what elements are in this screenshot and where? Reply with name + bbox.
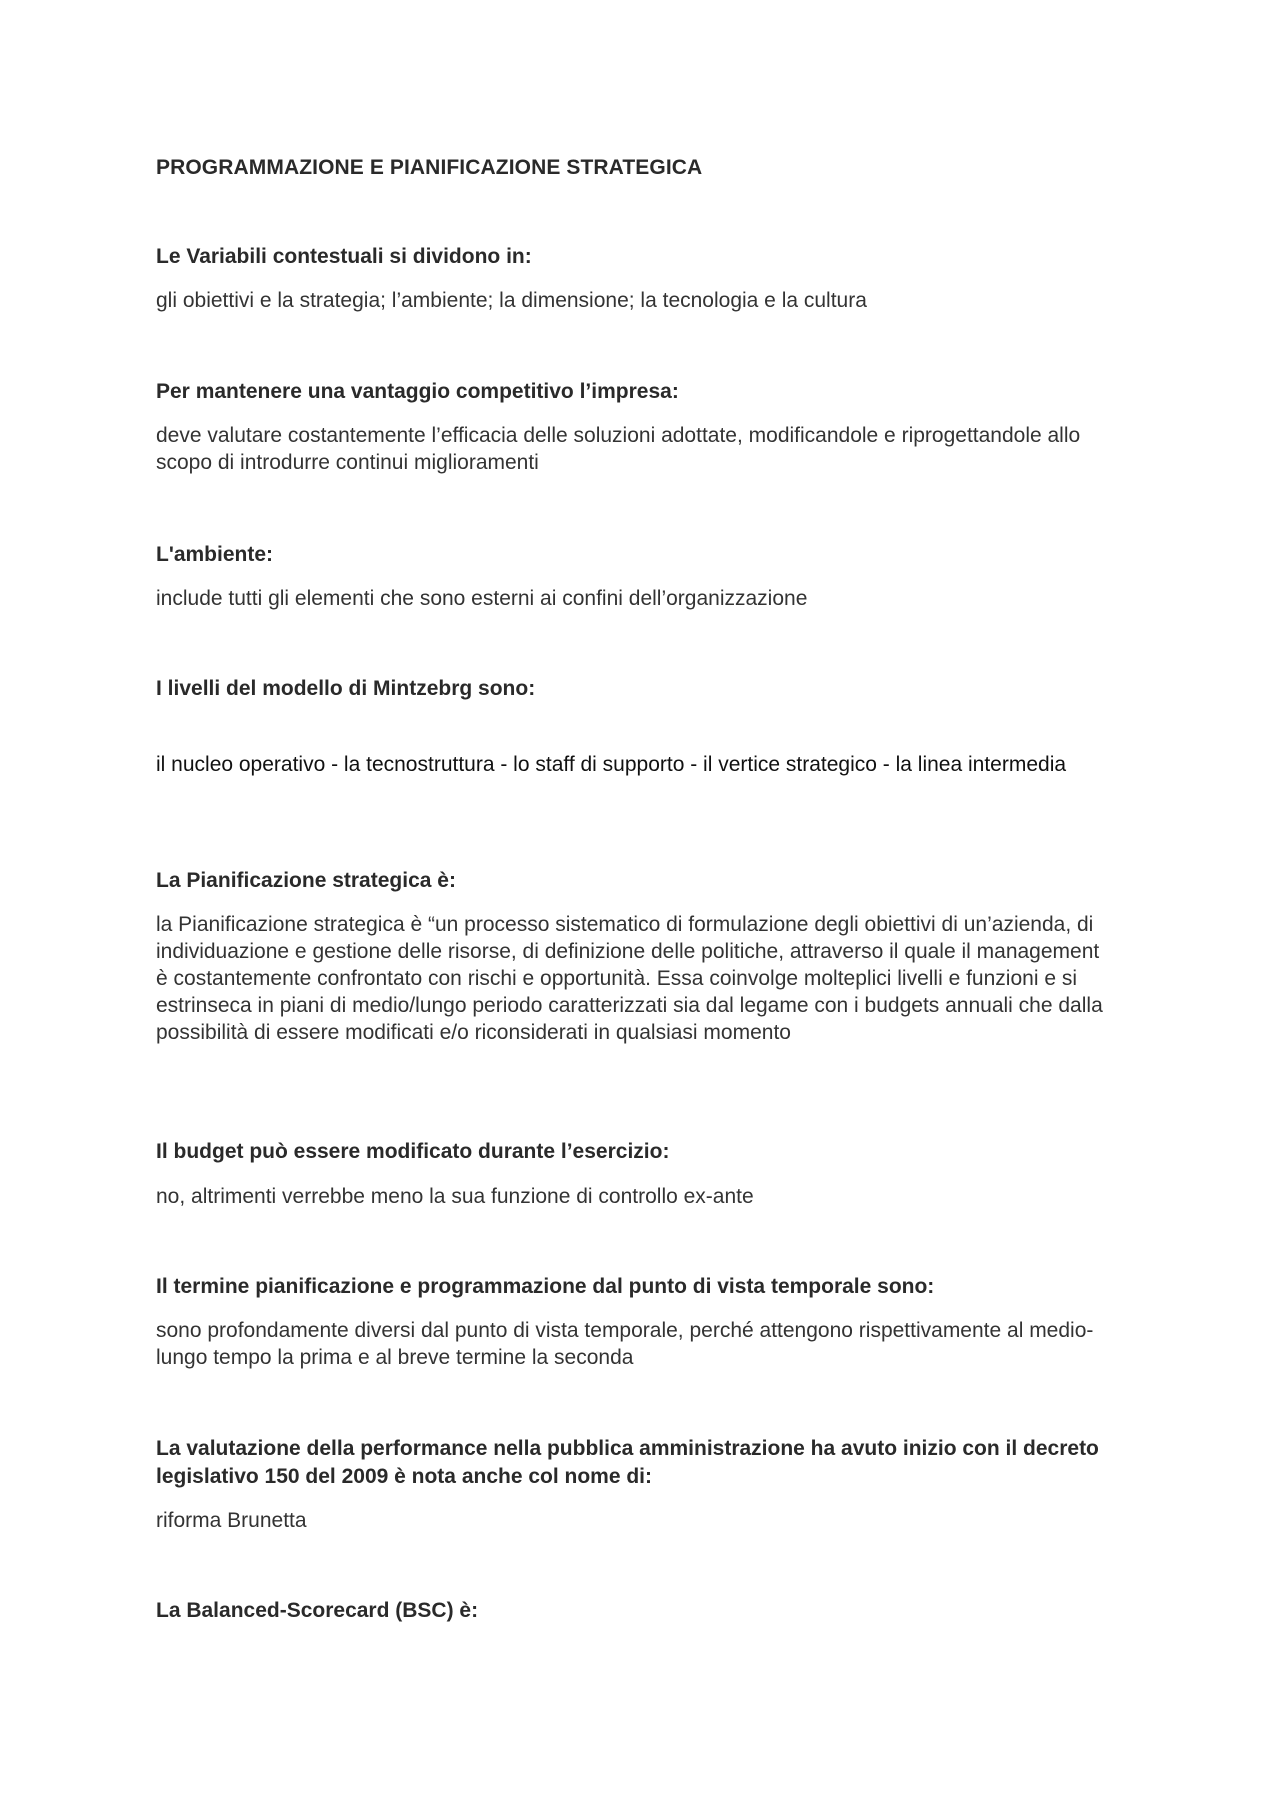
question-budget: Il budget può essere modificato durante l’esercizio: [156,1140,670,1163]
question-vantaggio: Per mantenere una vantaggio competitivo l’impresa: [156,380,679,403]
question-pianificazione: La Pianificazione strategica è: [156,869,456,892]
answer-pianificazione: la Pianificazione strategica è “un processo sistematico di formulazione degli obiettivi di un’azienda, di individuazione e gestione delle risorse, di definizione delle politiche, attraverso il quale il management è costantemente confrontato con rischi e opportunità. Essa coinvolge molteplici livelli e funzioni e si estrinseca in piani di medio/lungo periodo caratterizzati sia dal legame con i budgets annuali che dalla possibilità di essere modificati e/o riconsiderati in qualsiasi momento [156,913,1103,1044]
question-variabili: Le Variabili contestuali si dividono in: [156,245,532,268]
answer-valutazione: riforma Brunetta [156,1509,307,1532]
answer-budget: no, altrimenti verrebbe meno la sua funzione di controllo ex-ante [156,1185,754,1208]
answer-vantaggio: deve valutare costantemente l’efficacia delle soluzioni adottate, modificandole e riprogettandole allo scopo di introdurre continui miglioramenti [156,424,1081,474]
question-termine: Il termine pianificazione e programmazione dal punto di vista temporale sono: [156,1275,935,1298]
question-bsc: La Balanced-Scorecard (BSC) è: [156,1599,479,1622]
question-ambiente: L'ambiente: [156,543,274,566]
answer-termine: sono profondamente diversi dal punto di vista temporale, perché attengono rispettivamente al medio-lungo tempo la prima e al breve termine la seconda [156,1319,1094,1369]
document-title: PROGRAMMAZIONE E PIANIFICAZIONE STRATEGICA [156,156,703,179]
answer-ambiente: include tutti gli elementi che sono esterni ai confini dell’organizzazione [156,587,808,610]
answer-mintzberg: il nucleo operativo - la tecnostruttura - lo staff di supporto - il vertice strategico - la linea intermedia [156,753,1067,776]
question-valutazione: La valutazione della performance nella pubblica amministrazione ha avuto inizio con il decreto legislativo 150 del 2009 è nota anche col nome di: [156,1437,1099,1488]
question-mintzberg: I livelli del modello di Mintzebrg sono: [156,677,536,700]
answer-variabili: gli obiettivi e la strategia; l’ambiente; la dimensione; la tecnologia e la cultura [156,289,867,312]
